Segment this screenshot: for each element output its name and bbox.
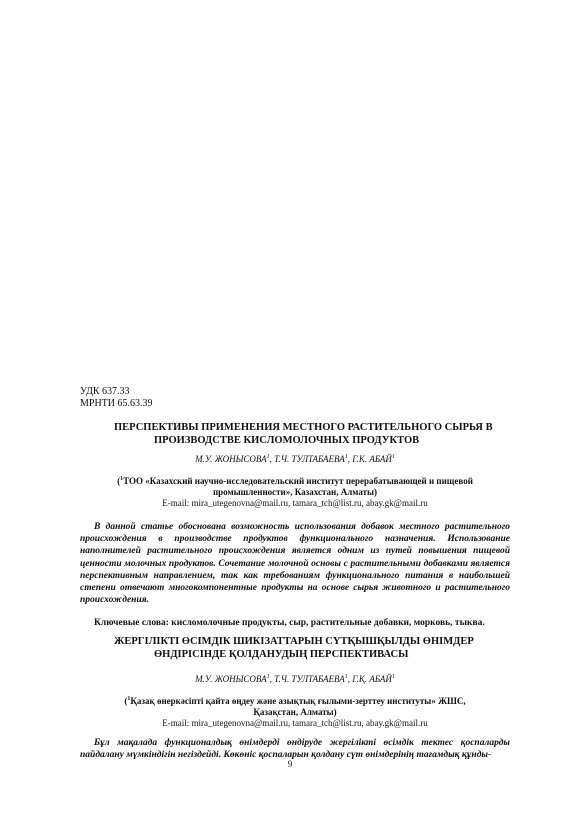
classification-codes: [80, 386, 153, 410]
ru-author-3: Г.К. АБАЙ: [352, 454, 392, 464]
kz-author-3-sup: 1: [391, 674, 395, 680]
ru-title-line2: ПРОИЗВОДСТВЕ КИСЛОМОЛОЧНЫХ ПРОДУКТОВ: [154, 435, 420, 446]
kz-affiliation: ($^1$Қазақ өнеркәсіпті қайта өңдеу және азықтық ғылыми-зерттеу институты» ЖШС, Қазақстан, Алматы) E-mail: mira_utegenovna@mail.ru, tamara_tch@list.ru, abay.gk@mail.ru: [80, 696, 510, 729]
ru-affiliation: ($^1$ТОО «Казахский научно-исследовательский институт перерабатывающей и пищевой промышленности», Казахстан, Алматы) E-mail: mira_utegenovna@mail.ru, tamara_tch@list.ru, abay.gk@mail.ru: [80, 476, 510, 509]
kz-author-2-sup: 1: [344, 674, 348, 680]
kz-authors: М.У. ЖОНЫСОВА$^1$, Т.Ч. ТУЛТАБАЕВА$^1$, Г.Қ. АБАЙ$^1$: [195, 674, 395, 684]
kz-title-line2: ӨНДІРІСІНДЕ ҚОЛДАНУДЫҢ ПЕРСПЕКТИВАСЫ: [154, 649, 409, 660]
udk-code: УДК 637.33: [80, 386, 130, 397]
kz-author-2: Т.Ч. ТУЛТАБАЕВА: [274, 674, 345, 684]
kz-affil-sup: 1: [127, 696, 131, 702]
kz-affil-line1: Қазақ өнеркәсіпті қайта өңдеу және азықтық ғылыми-зерттеу институты» ЖШС,: [130, 696, 466, 706]
page-number: 9: [287, 759, 293, 769]
ru-author-3-sup: 1: [391, 454, 395, 460]
kz-affil-line2: Қазақстан, Алматы): [253, 707, 337, 717]
ru-affil-line2: промышленности», Казахстан, Алматы): [212, 487, 378, 497]
ru-author-1-sup: 1: [266, 454, 270, 460]
ru-title: [80, 421, 510, 447]
ru-author-1: М.У. ЖОНЫСОВА: [195, 454, 267, 464]
kz-author-3: Г.Қ. АБАЙ: [352, 674, 392, 684]
mrnti-code: МРНТИ 65.63.39: [80, 398, 153, 409]
ru-abstract: В данной статье обоснована возможность использования добавок местного растительного происхождения в производстве продуктов функционального назначения. Использование наполнителей растительного происхождения является одним из путей повышения пищевой ценности молочных продуктов. Сочетание молочной основы с растительными добавками является перспективным направлением, так как требованиям функционального питания в наибольшей степени отвечают многокомпонентные продукты на основе сырья животного и растительного происхождения.: [80, 522, 510, 606]
kz-title-line1: ЖЕРГІЛІКТІ ӨСІМДІК ШИКІЗАТТАРЫН СҮТҚЫШҚЫЛДЫ ӨНІМДЕР: [114, 636, 474, 647]
kz-author-1: М.У. ЖОНЫСОВА: [195, 674, 267, 684]
ru-author-2: Т.Ч. ТУЛТАБАЕВА: [274, 454, 345, 464]
kz-email: E-mail: mira_utegenovna@mail.ru, tamara_tch@list.ru, abay.gk@mail.ru: [162, 718, 428, 728]
kz-title: [80, 635, 510, 661]
ru-affil-sup: 1: [120, 476, 124, 482]
ru-title-line1: ПЕРСПЕКТИВЫ ПРИМЕНЕНИЯ МЕСТНОГО РАСТИТЕЛЬНОГО СЫРЬЯ В: [114, 422, 493, 433]
kz-abstract: Бұл мақалада функционалдық өнімдерді өндіруде жергілікті өсімдік тектес қоспаларды пайдалану мүмкіндігін негіздейді. Көкөніс қоспаларын қолдану сүт өнімдерінің тағамдық құнды-: [80, 738, 510, 761]
kz-author-1-sup: 1: [266, 674, 270, 680]
ru-authors: М.У. ЖОНЫСОВА$^1$, Т.Ч. ТУЛТАБАЕВА$^1$, Г.К. АБАЙ$^1$: [195, 454, 395, 464]
ru-keywords: Ключевые слова: кисломолочные продукты, сыр, растительные добавки, морковь, тыква.: [94, 618, 485, 628]
ru-email: E-mail: mira_utegenovna@mail.ru, tamara_tch@list.ru, abay.gk@mail.ru: [162, 498, 428, 508]
ru-affil-line1: ТОО «Казахский научно-исследовательский институт перерабатывающей и пищевой: [123, 476, 473, 486]
ru-author-2-sup: 1: [344, 454, 348, 460]
